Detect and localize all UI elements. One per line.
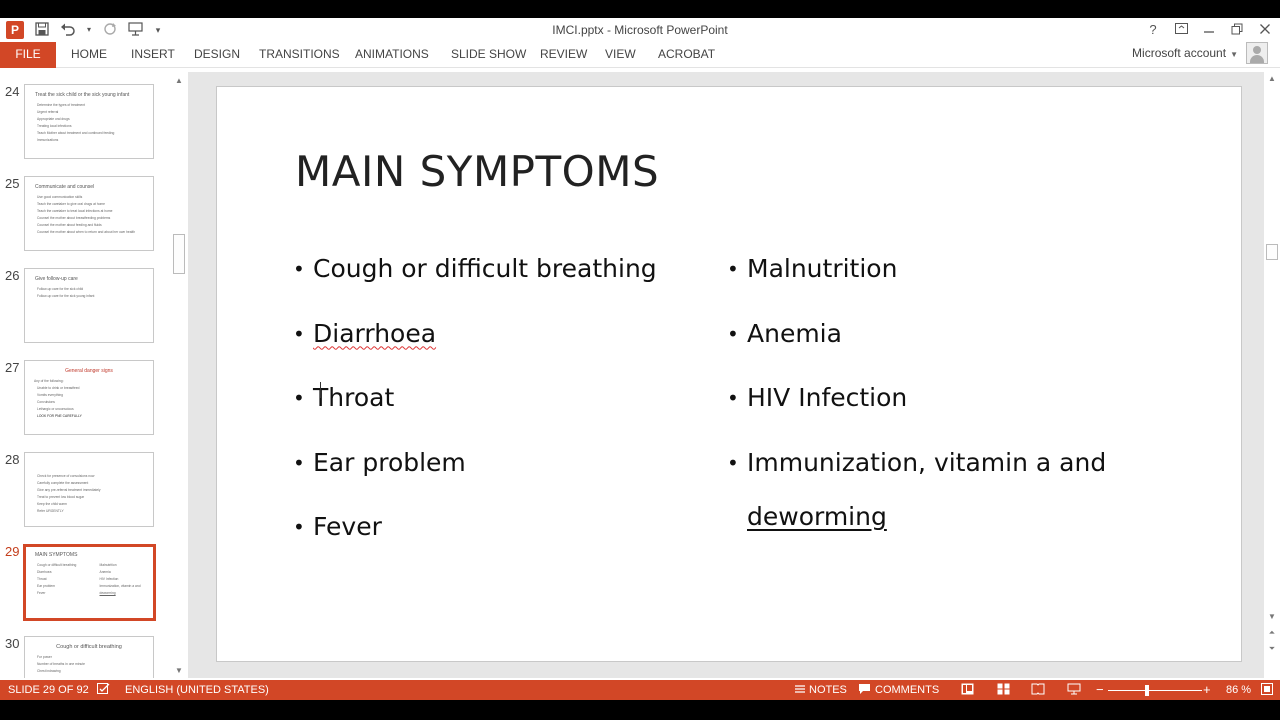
thumbnail-preview[interactable] — [24, 360, 154, 435]
bullet-text: Fever — [313, 512, 382, 541]
thumbnail-line: Cough or difficult breathing — [37, 563, 77, 567]
thumbnail-number: 29 — [5, 544, 20, 559]
tab-review[interactable]: REVIEW — [540, 47, 588, 61]
thumbnail-line: Follow-up care for the sick child — [37, 287, 84, 291]
tab-file[interactable]: FILE — [0, 42, 56, 68]
help-icon[interactable]: ? — [1149, 22, 1157, 37]
thumbnail-title: General danger signs — [65, 368, 113, 374]
bullet-item[interactable] — [727, 372, 1106, 437]
comments-icon[interactable] — [857, 683, 871, 697]
thumbnail-line: Anemia — [99, 570, 111, 574]
thumbnail-line: Immunizations — [37, 138, 59, 142]
thumbnail-line: Check for presence of convulsions now — [37, 474, 95, 478]
tab-home[interactable]: HOME — [71, 47, 107, 61]
thumbnail-title: Give follow-up care — [35, 276, 78, 282]
thumbnail-line: Carefully complete the assessment — [37, 481, 89, 485]
bullet-text: Ear problem — [313, 447, 466, 477]
next-slide-icon[interactable]: ⏷ — [1268, 644, 1276, 653]
normal-view-icon[interactable] — [960, 683, 974, 697]
notes-button[interactable]: NOTES — [809, 684, 847, 696]
thumbnail-number: 30 — [5, 636, 20, 651]
zoom-slider-track[interactable] — [1108, 690, 1202, 691]
avatar[interactable] — [1246, 42, 1268, 64]
thumbnail-line: Counsel the mother about breastfeeding problems — [37, 216, 111, 220]
previous-slide-icon[interactable]: ⏶ — [1268, 628, 1276, 637]
right-content-placeholder[interactable] — [727, 243, 1106, 556]
bullet-item[interactable] — [727, 308, 1106, 373]
thumbnail-slide-24[interactable] — [0, 84, 172, 164]
thumbnail-slide-28[interactable] — [0, 452, 172, 532]
slide-scrollbar[interactable] — [1264, 72, 1280, 678]
thumbnail-preview[interactable] — [24, 176, 154, 251]
thumbnail-line: Teach the caretaker to give oral drugs at home — [37, 202, 105, 206]
undo-dropdown-icon[interactable]: ▾ — [86, 25, 91, 34]
bullet-item-continuation[interactable] — [727, 491, 1106, 556]
thumbnail-line: Any of the following: — [34, 379, 64, 383]
ribbon-tabs — [0, 42, 1280, 68]
bullet-text: Immunization, vitamin a and — [747, 447, 1107, 477]
title-bar — [0, 18, 1280, 42]
thumbnail-line: Counsel the mother about feeding and fluids — [37, 223, 102, 227]
thumbnail-line: Refer URGENTLY — [37, 509, 64, 513]
thumbnail-line: HIV Infection — [99, 577, 119, 581]
thumbnail-slide-30[interactable] — [0, 636, 172, 678]
thumbnail-line: LOOK FOR PNE CAREFULLY — [37, 414, 82, 418]
zoom-level[interactable]: 86 % — [1226, 684, 1252, 696]
bullet-text-misspelled: Diarrhoea — [313, 318, 437, 348]
thumbnail-title: MAIN SYMPTOMS — [35, 552, 78, 558]
bullet-item[interactable] — [293, 308, 657, 373]
thumbnail-title: Communicate and counsel — [35, 184, 95, 190]
thumbnail-columns — [31, 562, 148, 597]
tab-view[interactable]: VIEW — [605, 47, 636, 61]
thumbnail-preview[interactable] — [24, 84, 154, 159]
thumbnail-line: Vomits everything — [37, 393, 64, 397]
notes-icon[interactable] — [793, 683, 807, 697]
account-menu[interactable] — [1132, 46, 1238, 60]
tab-slide-show[interactable]: SLIDE SHOW — [451, 47, 527, 61]
tab-transitions[interactable]: TRANSITIONS — [259, 47, 340, 61]
thumbnail-number: 26 — [5, 268, 20, 283]
window-title: IMCI.pptx - Microsoft PowerPoint — [552, 23, 728, 37]
thumbnail-preview[interactable] — [24, 636, 154, 678]
bullet-item[interactable] — [293, 372, 657, 437]
thumbnail-line: Ear problem — [37, 584, 55, 588]
thumbnail-line: Malnutrition — [99, 563, 117, 567]
thumbnail-line: Treat to prevent low blood sugar — [37, 495, 85, 499]
thumbnail-line: Use good communication skills — [37, 195, 83, 199]
thumbnail-preview-selected[interactable] — [23, 544, 156, 621]
bullet-text: Throat — [313, 383, 395, 412]
tab-acrobat[interactable]: ACROBAT — [658, 47, 716, 61]
thumbnail-number: 25 — [5, 176, 20, 191]
thumbnail-number: 28 — [5, 452, 20, 467]
thumbnail-line: Immunization, vitamin a and — [99, 584, 141, 588]
fit-slide-icon[interactable] — [1260, 683, 1274, 697]
thumbnail-line: Follow-up care for the sick young infant — [37, 294, 95, 298]
thumbnail-line: Lethargic or unconscious — [37, 407, 74, 411]
window-controls — [1146, 20, 1272, 40]
minimize-icon[interactable] — [1202, 23, 1216, 37]
thumbnail-line: Urgent referral — [37, 110, 59, 114]
thumbnail-line: Teach the caretaker to treat local infections at home — [37, 209, 113, 213]
thumbnail-slide-29[interactable] — [0, 544, 172, 624]
zoom-in-icon[interactable]: + — [1203, 682, 1211, 697]
thumbnail-left-column — [31, 562, 86, 597]
thumbnail-line: Throat — [37, 577, 47, 581]
thumbnail-line: Diarrhoea — [37, 570, 52, 574]
slide-editing-area — [188, 72, 1264, 678]
thumbnail-slide-26[interactable] — [0, 268, 172, 348]
thumbnail-title: Cough or difficult breathing — [56, 644, 122, 650]
top-letterbox — [0, 0, 1280, 18]
bullet-item[interactable] — [293, 243, 657, 308]
slide-show-icon[interactable] — [1067, 683, 1081, 697]
thumbnail-right-column — [94, 562, 149, 597]
bullet-text: Cough or difficult breathing — [313, 254, 657, 283]
zoom-out-icon[interactable]: − — [1096, 682, 1104, 697]
close-icon[interactable] — [1258, 23, 1272, 37]
thumbnail-preview[interactable] — [24, 268, 154, 343]
tab-design[interactable]: DESIGN — [194, 47, 241, 61]
thumbnail-scrollbar[interactable] — [172, 74, 186, 678]
language-indicator[interactable]: ENGLISH (UNITED STATES) — [125, 684, 269, 696]
bullet-text: Malnutrition — [747, 254, 898, 283]
thumbnail-line: Keep the child warm — [37, 502, 67, 506]
thumbnail-line: Determine the types of treatment — [37, 103, 86, 107]
thumbnail-preview[interactable] — [24, 452, 154, 527]
bullet-text: Anemia — [747, 318, 842, 348]
comments-button[interactable]: COMMENTS — [875, 684, 940, 696]
customize-quick-access-icon[interactable]: ▾ — [155, 25, 161, 35]
account-caret-icon: ▼ — [1230, 50, 1238, 59]
slide-counter: SLIDE 29 OF 92 — [8, 684, 89, 696]
thumbnail-number: 24 — [5, 84, 20, 99]
powerpoint-logo-icon[interactable]: P — [6, 21, 24, 39]
tab-insert[interactable]: INSERT — [131, 47, 175, 61]
thumbnail-line: deworming — [99, 591, 116, 595]
bullet-item[interactable] — [293, 501, 657, 566]
thumbnail-line: Teach Mother about treatment and continued feeding — [37, 131, 115, 135]
left-content-placeholder[interactable] — [293, 243, 657, 566]
thumbnail-line: Convulsions — [37, 400, 55, 404]
status-bar — [0, 680, 1280, 700]
thumbnail-line: For power — [37, 655, 52, 659]
reading-view-icon[interactable] — [1031, 683, 1045, 697]
zoom-slider-knob[interactable] — [1145, 685, 1149, 696]
thumbnail-slide-25[interactable] — [0, 176, 172, 256]
account-label: Microsoft account — [1132, 46, 1227, 60]
bullet-item[interactable] — [727, 243, 1106, 308]
thumbnail-line: Unable to drink or breastfeed — [37, 386, 80, 390]
bullet-text: HIV Infection — [747, 383, 908, 412]
tab-animations[interactable]: ANIMATIONS — [355, 47, 429, 61]
thumbnail-line: Appropriate oral drugs — [37, 117, 70, 121]
thumbnail-scroll-thumb[interactable] — [173, 234, 185, 274]
thumbnail-line: Fever — [37, 591, 46, 595]
thumbnail-number: 27 — [5, 360, 20, 375]
ribbon-display-options-icon[interactable] — [1174, 23, 1188, 37]
scroll-up-arrow-icon[interactable]: ▲ — [1268, 74, 1276, 83]
thumbnail-slide-27[interactable] — [0, 360, 172, 440]
scroll-up-arrow-icon[interactable]: ▲ — [175, 76, 183, 85]
thumbnail-line: Counsel the mother about when to return and about her own health — [37, 230, 136, 234]
thumbnail-line: Treating local infections — [37, 124, 72, 128]
slide-scroll-thumb[interactable] — [1266, 244, 1278, 260]
thumbnail-line: Give any pre-referral treatment immediately — [37, 488, 101, 492]
current-slide[interactable] — [216, 86, 1242, 662]
text-cursor-icon — [320, 382, 326, 398]
thumbnail-title: Treat the sick child or the sick young infant — [35, 92, 130, 98]
restore-icon[interactable] — [1230, 23, 1244, 37]
scroll-down-arrow-icon[interactable]: ▼ — [1268, 612, 1276, 621]
scroll-down-arrow-icon[interactable]: ▼ — [175, 666, 183, 675]
thumbnail-line: Number of breaths in one minute — [37, 662, 86, 666]
slide-thumbnail-pane — [0, 72, 172, 678]
thumbnail-line: Chest indrawing — [37, 669, 61, 673]
slide-title[interactable]: MAIN SYMPTOMS — [295, 147, 660, 196]
spell-check-icon[interactable] — [96, 683, 110, 697]
bullet-text-underlined: deworming — [747, 502, 887, 531]
bullet-item[interactable] — [293, 437, 657, 502]
slide-sorter-icon[interactable] — [996, 683, 1010, 697]
bottom-letterbox — [0, 700, 1280, 720]
